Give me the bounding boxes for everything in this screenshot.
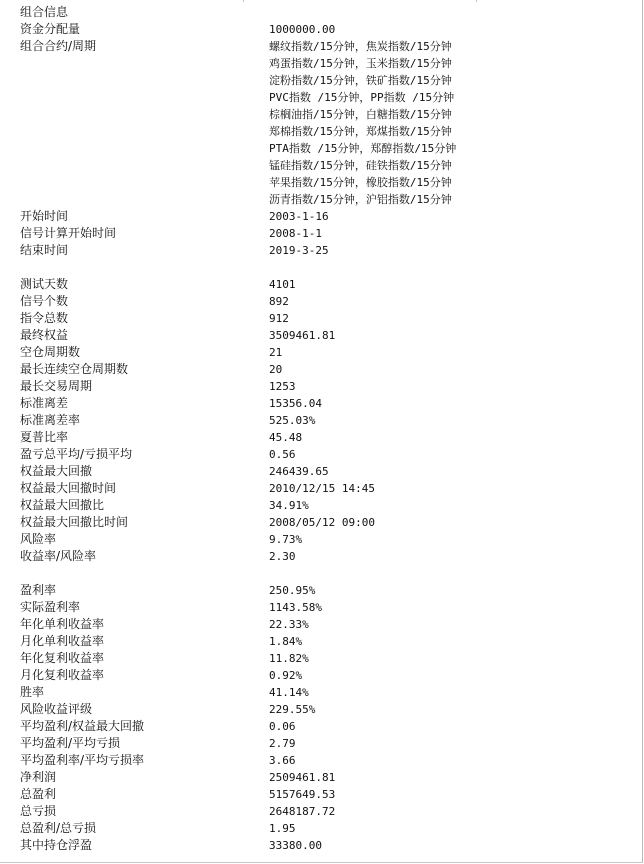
- row-label: 总盈利: [20, 787, 57, 801]
- row-value: 9.73%: [269, 533, 303, 546]
- row-label: 实际盈利率: [20, 600, 81, 614]
- table-row: [0, 752, 643, 769]
- table-row: [0, 446, 643, 463]
- table-row: [0, 786, 643, 803]
- row-label: [0, 157, 250, 174]
- row-value: 鸡蛋指数/15分钟，玉米指数/15分钟: [269, 57, 452, 70]
- column-divider: [476, 0, 477, 2]
- row-value: 0.56: [269, 448, 296, 461]
- row-label: 测试天数: [20, 277, 69, 291]
- row-value: 892: [269, 295, 289, 308]
- row-label: [0, 174, 250, 191]
- table-row: [0, 140, 643, 157]
- column-divider: [243, 0, 244, 2]
- row-label: 平均盈利/权益最大回撤: [20, 719, 145, 733]
- table-row: [0, 769, 643, 786]
- table-row: [0, 344, 643, 361]
- table-row: [0, 701, 643, 718]
- table-row: [0, 21, 643, 38]
- table-row: [0, 412, 643, 429]
- row-value: 41.14%: [269, 686, 309, 699]
- row-label: [0, 72, 250, 89]
- row-label: 月化复利收益率: [20, 668, 105, 682]
- table-row: [0, 38, 643, 55]
- row-label: 年化单利收益率: [20, 617, 105, 631]
- row-value: 1253: [269, 380, 296, 393]
- row-value: 525.03%: [269, 414, 316, 427]
- row-value: 3509461.81: [269, 329, 336, 342]
- row-label: 收益率/风险率: [20, 549, 97, 563]
- row-value: 2509461.81: [269, 771, 336, 784]
- table-row: [0, 4, 643, 21]
- row-value: PTA指数 /15分钟，郑醇指数/15分钟: [269, 142, 457, 155]
- row-label: 资金分配量: [20, 22, 81, 36]
- row-value: 苹果指数/15分钟，橡胶指数/15分钟: [269, 176, 452, 189]
- table-row: [0, 684, 643, 701]
- row-label: 净利润: [20, 770, 57, 784]
- row-label: [0, 140, 250, 157]
- row-value: 沥青指数/15分钟，沪铝指数/15分钟: [269, 193, 452, 206]
- row-label: 总盈利/总亏损: [20, 821, 97, 835]
- table-row: [0, 361, 643, 378]
- table-row: [0, 582, 643, 599]
- table-row: [0, 123, 643, 140]
- row-value: PVC指数 /15分钟，PP指数 /15分钟: [269, 91, 455, 104]
- row-value: 2.30: [269, 550, 296, 563]
- table-row: [0, 463, 643, 480]
- table-row: [0, 480, 643, 497]
- row-value: 33380.00: [269, 839, 322, 852]
- section-spacer: [0, 259, 643, 276]
- row-value: 棕榈油指/15分钟，白糖指数/15分钟: [269, 108, 452, 121]
- row-value: 2008-1-1: [269, 227, 322, 240]
- row-value: 45.48: [269, 431, 303, 444]
- row-label: 信号计算开始时间: [20, 226, 117, 240]
- row-label: 夏普比率: [20, 430, 69, 444]
- row-label: [0, 106, 250, 123]
- table-row: [0, 225, 643, 242]
- row-label: 开始时间: [20, 209, 69, 223]
- row-value: 22.33%: [269, 618, 309, 631]
- row-label: 平均盈利/平均亏损: [20, 736, 121, 750]
- row-label: 其中持仓浮盈: [20, 838, 93, 852]
- row-value: 21: [269, 346, 283, 359]
- table-row: [0, 208, 643, 225]
- table-row: [0, 395, 643, 412]
- table-row: [0, 157, 643, 174]
- table-row: [0, 89, 643, 106]
- row-label: 权益最大回撤比: [20, 498, 105, 512]
- row-label: [0, 191, 250, 208]
- row-label: 标准离差: [20, 396, 69, 410]
- row-value: 2.79: [269, 737, 296, 750]
- row-label: 盈利率: [20, 583, 57, 597]
- row-label: [0, 89, 250, 106]
- row-value: 15356.04: [269, 397, 322, 410]
- row-value: 912: [269, 312, 289, 325]
- row-value: 1.84%: [269, 635, 303, 648]
- report-table: [0, 4, 643, 854]
- row-value: 郑棉指数/15分钟，郑煤指数/15分钟: [269, 125, 452, 138]
- row-label: [0, 55, 250, 72]
- row-value: 1143.58%: [269, 601, 322, 614]
- row-label: 最长交易周期: [20, 379, 93, 393]
- row-label: 盈亏总平均/亏损平均: [20, 447, 133, 461]
- table-row: [0, 514, 643, 531]
- row-value: 1000000.00: [269, 23, 336, 36]
- table-row: [0, 72, 643, 89]
- table-row: [0, 599, 643, 616]
- row-label: 风险率: [20, 532, 57, 546]
- row-label: 平均盈利率/平均亏损率: [20, 753, 145, 767]
- table-row: [0, 616, 643, 633]
- row-label: 最终权益: [20, 328, 69, 342]
- row-label: 总亏损: [20, 804, 57, 818]
- row-value: 246439.65: [269, 465, 329, 478]
- row-value: 2003-1-16: [269, 210, 329, 223]
- row-label: 组合合约/周期: [20, 39, 97, 53]
- row-value: 250.95%: [269, 584, 316, 597]
- row-label: 月化单利收益率: [20, 634, 105, 648]
- table-row: [0, 718, 643, 735]
- row-label: 指令总数: [20, 311, 69, 325]
- table-row: [0, 735, 643, 752]
- table-row: [0, 191, 643, 208]
- row-value: 2008/05/12 09:00: [269, 516, 375, 529]
- table-row: [0, 837, 643, 854]
- row-label: 最长连续空仓周期数: [20, 362, 129, 376]
- table-row: [0, 378, 643, 395]
- row-value: 1.95: [269, 822, 296, 835]
- row-value: 34.91%: [269, 499, 309, 512]
- table-row: [0, 803, 643, 820]
- row-label: 风险收益评级: [20, 702, 93, 716]
- row-value: 2010/12/15 14:45: [269, 482, 375, 495]
- table-row: [0, 667, 643, 684]
- table-row: [0, 242, 643, 259]
- table-row: [0, 327, 643, 344]
- table-row: [0, 55, 643, 72]
- table-row: [0, 531, 643, 548]
- row-label: 胜率: [20, 685, 45, 699]
- group-info-title: 组合信息: [20, 5, 69, 19]
- row-value: 2019-3-25: [269, 244, 329, 257]
- row-label: 标准离差率: [20, 413, 81, 427]
- row-value: 0.06: [269, 720, 296, 733]
- row-label: 权益最大回撤时间: [20, 481, 117, 495]
- table-row: [0, 497, 643, 514]
- row-label: 信号个数: [20, 294, 69, 308]
- row-label: 权益最大回撤比时间: [20, 515, 129, 529]
- row-value: 4101: [269, 278, 296, 291]
- table-row: [0, 429, 643, 446]
- row-value: 螺纹指数/15分钟，焦炭指数/15分钟: [269, 40, 452, 53]
- table-row: [0, 276, 643, 293]
- row-label: 年化复利收益率: [20, 651, 105, 665]
- row-value: 锰硅指数/15分钟，硅铁指数/15分钟: [269, 159, 452, 172]
- table-row: [0, 820, 643, 837]
- row-value: 2648187.72: [269, 805, 336, 818]
- row-value: 20: [269, 363, 283, 376]
- row-label: 结束时间: [20, 243, 69, 257]
- row-value: 淀粉指数/15分钟，铁矿指数/15分钟: [269, 74, 452, 87]
- table-row: [0, 310, 643, 327]
- table-row: [0, 106, 643, 123]
- section-spacer: [0, 565, 643, 582]
- row-value: 229.55%: [269, 703, 316, 716]
- row-label: [0, 123, 250, 140]
- row-value: 11.82%: [269, 652, 309, 665]
- row-value: 5157649.53: [269, 788, 336, 801]
- row-value: 3.66: [269, 754, 296, 767]
- table-row: [0, 293, 643, 310]
- table-row: [0, 633, 643, 650]
- table-row: [0, 650, 643, 667]
- table-row: [0, 548, 643, 565]
- row-value: 0.92%: [269, 669, 303, 682]
- row-label: 权益最大回撤: [20, 464, 93, 478]
- row-label: 空仓周期数: [20, 345, 81, 359]
- table-row: [0, 174, 643, 191]
